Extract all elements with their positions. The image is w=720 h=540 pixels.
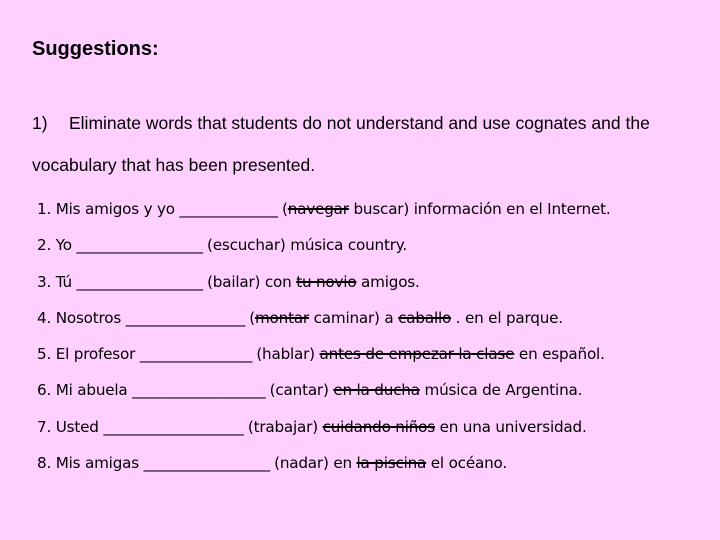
exercise-item xyxy=(37,309,563,327)
struck-phrase: tu novio xyxy=(296,273,357,291)
exercise-verb: ( xyxy=(277,200,288,218)
struck-phrase: cuidando niños xyxy=(322,418,435,436)
answer-blank: ___________________ xyxy=(132,381,266,399)
struck-phrase: antes de empezar la clase xyxy=(319,345,515,363)
exercise-prefix: 7. Usted xyxy=(37,418,104,436)
answer-blank: __________________ xyxy=(76,273,203,291)
struck-phrase: navegar xyxy=(287,200,349,218)
exercise-rest: música de Argentina. xyxy=(419,381,583,399)
exercise-item xyxy=(37,345,605,363)
struck-phrase: caballo xyxy=(398,309,452,327)
exercise-rest: en una universidad. xyxy=(434,418,587,436)
exercise-rest: caminar) a xyxy=(308,309,399,327)
intro-number: 1) xyxy=(32,113,48,133)
exercise-rest: el océano. xyxy=(426,454,507,472)
exercise-prefix: 3. Tú xyxy=(37,273,77,291)
exercise-prefix: 1. Mis amigos y yo xyxy=(37,200,180,218)
exercise-rest: en español. xyxy=(514,345,605,363)
exercise-item xyxy=(37,381,582,399)
exercise-rest: amigos. xyxy=(356,273,420,291)
intro-paragraph xyxy=(32,102,692,186)
exercise-prefix: 2. Yo xyxy=(37,236,77,254)
exercise-item xyxy=(37,273,420,291)
exercise-rest: buscar) información en el Internet. xyxy=(348,200,611,218)
exercise-item xyxy=(37,418,587,436)
exercise-verb: (nadar) en xyxy=(269,454,357,472)
exercise-prefix: 5. El profesor xyxy=(37,345,140,363)
exercise-rest: . en el parque. xyxy=(451,309,563,327)
exercise-item xyxy=(37,200,611,218)
struck-phrase: en la ducha xyxy=(333,381,420,399)
struck-phrase: la piscina xyxy=(356,454,427,472)
exercise-item xyxy=(37,236,407,254)
exercise-verb: ( xyxy=(244,309,255,327)
exercise-verb: (escuchar) música country. xyxy=(202,236,408,254)
answer-blank: __________________ xyxy=(76,236,203,254)
exercise-prefix: 4. Nosotros xyxy=(37,309,126,327)
exercise-verb: (cantar) xyxy=(265,381,334,399)
answer-blank: ________________ xyxy=(139,345,252,363)
exercise-prefix: 6. Mi abuela xyxy=(37,381,133,399)
exercise-item xyxy=(37,454,507,472)
exercise-verb: (bailar) con xyxy=(202,273,297,291)
answer-blank: ____________________ xyxy=(103,418,244,436)
exercise-verb: (trabajar) xyxy=(243,418,323,436)
answer-blank: ______________ xyxy=(179,200,278,218)
answer-blank: __________________ xyxy=(143,454,270,472)
exercise-prefix: 8. Mis amigas xyxy=(37,454,144,472)
intro-text: Eliminate words that students do not understand and use cognates and the vocabulary that has been presented. xyxy=(32,113,650,175)
answer-blank: _________________ xyxy=(125,309,245,327)
slide-heading: Suggestions: xyxy=(32,38,159,60)
struck-phrase: montar xyxy=(254,309,309,327)
exercise-verb: (hablar) xyxy=(251,345,320,363)
